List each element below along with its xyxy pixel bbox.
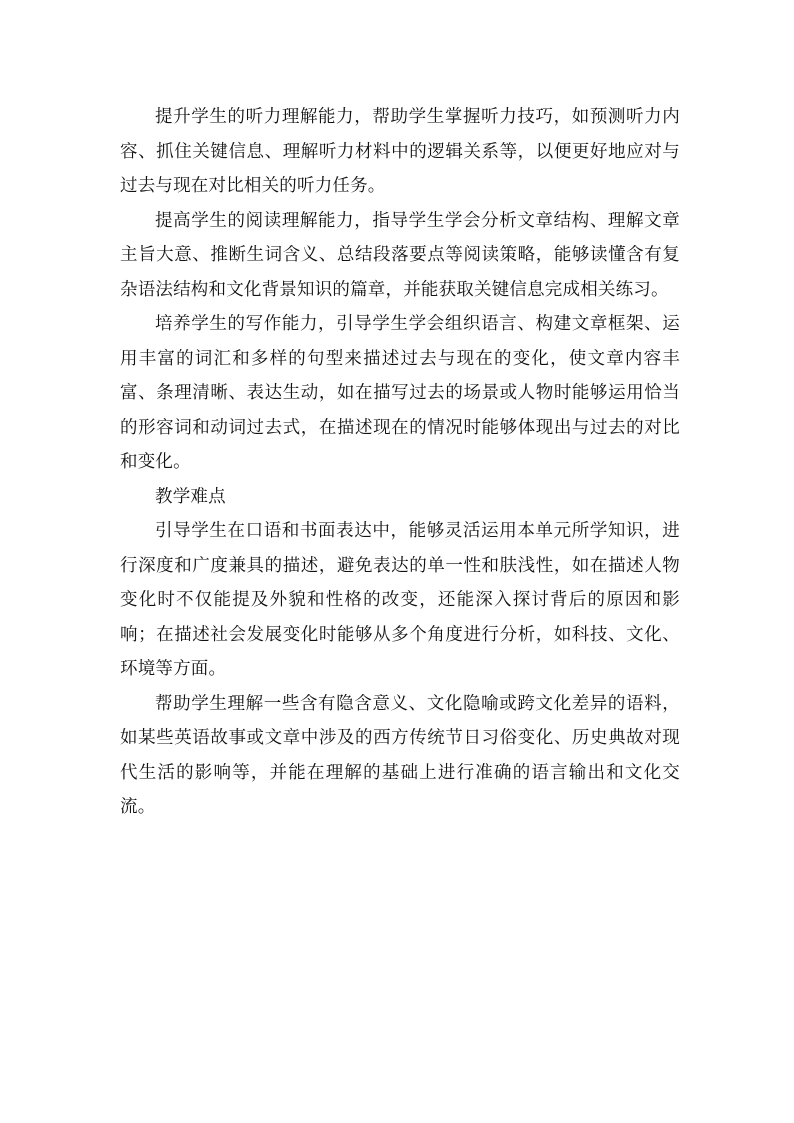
difficulty-paragraph-culture: 帮助学生理解一些含有隐含意义、文化隐喻或跨文化差异的语料，如某些英语故事或文章中涉及的西方传统节日习俗变化、历史典故对现代生活的影响等，并能在理解的基础上进行准确的语言输出和文化交流。 — [120, 693, 680, 817]
difficulty-paragraph-expression: 引导学生在口语和书面表达中，能够灵活运用本单元所学知识，进行深度和广度兼具的描述，避免表达的单一性和肤浅性，如在描述人物变化时不仅能提及外貌和性格的改变，还能深入探讨背后的原因和影响；在描述社会发展变化时能够从多个角度进行分析，如科技、文化、环境等方面。 — [120, 521, 680, 679]
listening-goal-paragraph: 提升学生的听力理解能力，帮助学生掌握听力技巧，如预测听力内容、抓住关键信息、理解听力材料中的逻辑关系等，以便更好地应对与过去与现在对比相关的听力任务。 — [120, 107, 680, 196]
section-heading: 教学难点 — [155, 486, 226, 507]
writing-goal-paragraph: 培养学生的写作能力，引导学生学会组织语言、构建文章框架、运用丰富的词汇和多样的句型来描述过去与现在的变化，使文章内容丰富、条理清晰、表达生动，如在描写过去的场景或人物时能够运用恰当的形容词和动词过去式，在描述现在的情况时能够体现出与过去的对比和变化。 — [120, 314, 680, 472]
reading-goal-paragraph: 提高学生的阅读理解能力，指导学生学会分析文章结构、理解文章主旨大意、推断生词含义、总结段落要点等阅读策略，能够读懂含有复杂语法结构和文化背景知识的篇章，并能获取关键信息完成相关练习。 — [120, 210, 680, 300]
document-body — [120, 100, 680, 825]
